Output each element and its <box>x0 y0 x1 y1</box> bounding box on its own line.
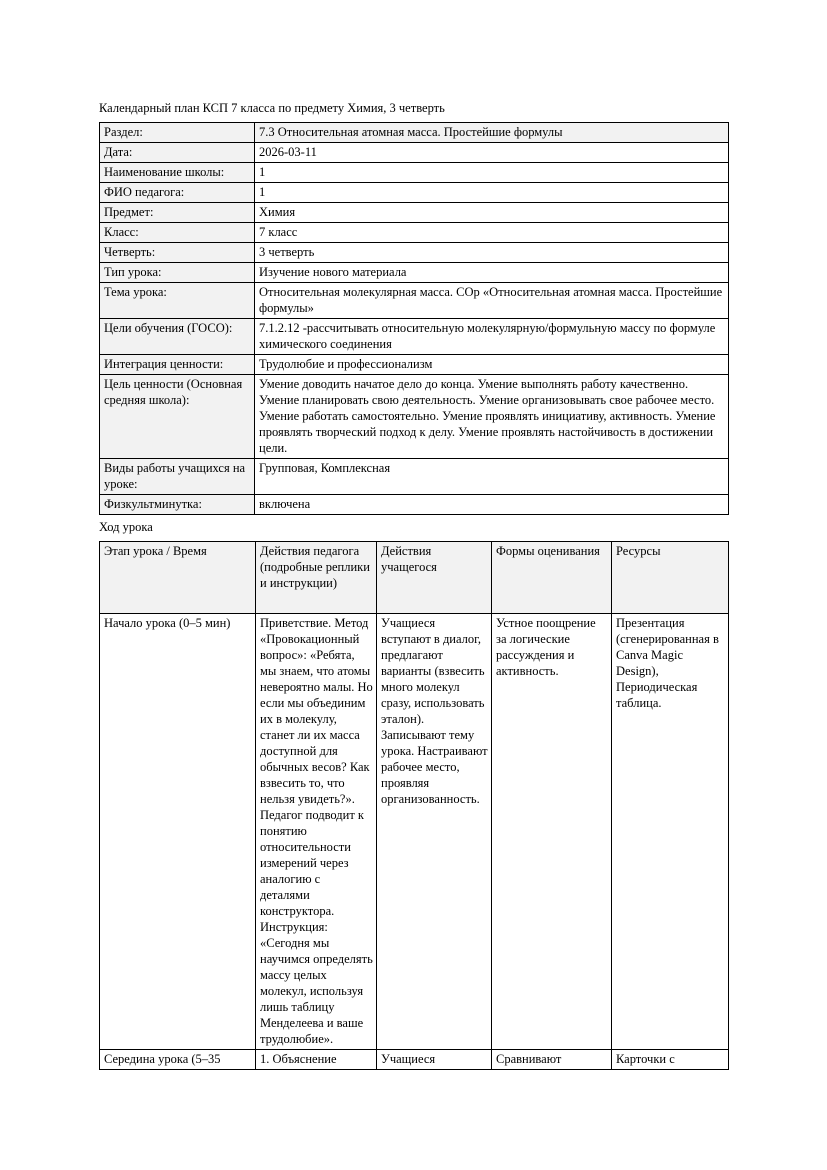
info-row <box>100 355 729 375</box>
info-row-label: Физкультминутка: <box>100 495 255 515</box>
flow-column-header: Ресурсы <box>612 542 729 614</box>
flow-column-header: Формы оценивания <box>492 542 612 614</box>
flow-row <box>100 614 729 1050</box>
flow-column-header: Действия педагога (подробные реплики и инструкции) <box>256 542 377 614</box>
flow-stage-cell: Начало урока (0–5 мин) <box>100 614 256 1050</box>
info-row-label: Раздел: <box>100 123 255 143</box>
info-row-value: Относительная молекулярная масса. СОр «Относительная атомная масса. Простейшие формулы» <box>255 283 729 319</box>
flow-resources-cell: Презентация (сгенерированная в Canva Magic Design), Периодическая таблица. <box>612 614 729 1050</box>
info-row-label: Виды работы учащихся на уроке: <box>100 459 255 495</box>
info-row-label: Четверть: <box>100 243 255 263</box>
lesson-flow-body <box>100 614 729 1070</box>
info-row <box>100 143 729 163</box>
info-row <box>100 123 729 143</box>
info-row <box>100 375 729 459</box>
lesson-flow-table <box>99 541 729 1070</box>
info-row-value: 7.3 Относительная атомная масса. Простейшие формулы <box>255 123 729 143</box>
info-row <box>100 459 729 495</box>
flow-resources-cell: Карточки с <box>612 1050 729 1070</box>
info-row <box>100 163 729 183</box>
lesson-flow-label: Ход урока <box>99 520 153 534</box>
flow-assessment-cell: Сравнивают <box>492 1050 612 1070</box>
info-row-value: 7.1.2.12 -рассчитывать относительную молекулярную/формульную массу по формуле химического соединения <box>255 319 729 355</box>
info-row <box>100 495 729 515</box>
info-row-value: 1 <box>255 183 729 203</box>
info-row-value: включена <box>255 495 729 515</box>
info-row <box>100 263 729 283</box>
info-row-value: 7 класс <box>255 223 729 243</box>
info-row <box>100 243 729 263</box>
lesson-info-table <box>99 122 729 515</box>
info-row-value: 2026-03-11 <box>255 143 729 163</box>
flow-assessment-cell: Устное поощрение за логические рассуждения и активность. <box>492 614 612 1050</box>
info-row <box>100 283 729 319</box>
flow-student-cell: Учащиеся <box>377 1050 492 1070</box>
info-row <box>100 203 729 223</box>
lesson-flow-head <box>100 542 729 614</box>
info-row-label: Тема урока: <box>100 283 255 319</box>
info-row-value: Изучение нового материала <box>255 263 729 283</box>
info-row-value: 1 <box>255 163 729 183</box>
info-row-label: Предмет: <box>100 203 255 223</box>
info-row-label: Цели обучения (ГОСО): <box>100 319 255 355</box>
info-row-label: Наименование школы: <box>100 163 255 183</box>
info-row-value: Умение доводить начатое дело до конца. Умение выполнять работу качественно. Умение планировать свою деятельность. Умение организовывать свое рабочее место. Умение работать самостоятельно. Умение проявлять инициативу, активность. Умение проявлять творческий подход к делу. Умение проявлять настойчивость в достижении цели. <box>255 375 729 459</box>
info-row-label: Дата: <box>100 143 255 163</box>
info-row <box>100 223 729 243</box>
info-row-label: Цель ценности (Основная средняя школа): <box>100 375 255 459</box>
flow-stage-cell: Середина урока (5–35 <box>100 1050 256 1070</box>
flow-row <box>100 1050 729 1070</box>
flow-student-cell: Учащиеся вступают в диалог, предлагают варианты (взвесить много молекул сразу, использовать эталон). Записывают тему урока. Настраивают рабочее место, проявляя организованность. <box>377 614 492 1050</box>
info-row-label: Класс: <box>100 223 255 243</box>
flow-column-header: Действия учащегося <box>377 542 492 614</box>
info-row-label: ФИО педагога: <box>100 183 255 203</box>
info-row-value: Химия <box>255 203 729 223</box>
info-row-value: Групповая, Комплексная <box>255 459 729 495</box>
info-row-label: Тип урока: <box>100 263 255 283</box>
info-row <box>100 319 729 355</box>
flow-teacher-cell: Приветствие. Метод «Провокационный вопрос»: «Ребята, мы знаем, что атомы невероятно малы. Но если мы объединим их в молекулу, станет ли их масса доступной для обычных весов? Как взвесить то, что нельзя увидеть?». Педагог подводит к понятию относительности измерений через аналогию с деталями конструктора. Инструкция: «Сегодня мы научимся определять массу целых молекул, используя лишь таблицу Менделеева и ваше трудолюбие». <box>256 614 377 1050</box>
page-title: Календарный план КСП 7 класса по предмету Химия, 3 четверть <box>99 101 445 115</box>
info-row-value: Трудолюбие и профессионализм <box>255 355 729 375</box>
flow-column-header: Этап урока / Время <box>100 542 256 614</box>
info-row-value: 3 четверть <box>255 243 729 263</box>
flow-header-row <box>100 542 729 614</box>
info-row <box>100 183 729 203</box>
lesson-info-body <box>100 123 729 515</box>
info-row-label: Интеграция ценности: <box>100 355 255 375</box>
flow-teacher-cell: 1. Объяснение <box>256 1050 377 1070</box>
